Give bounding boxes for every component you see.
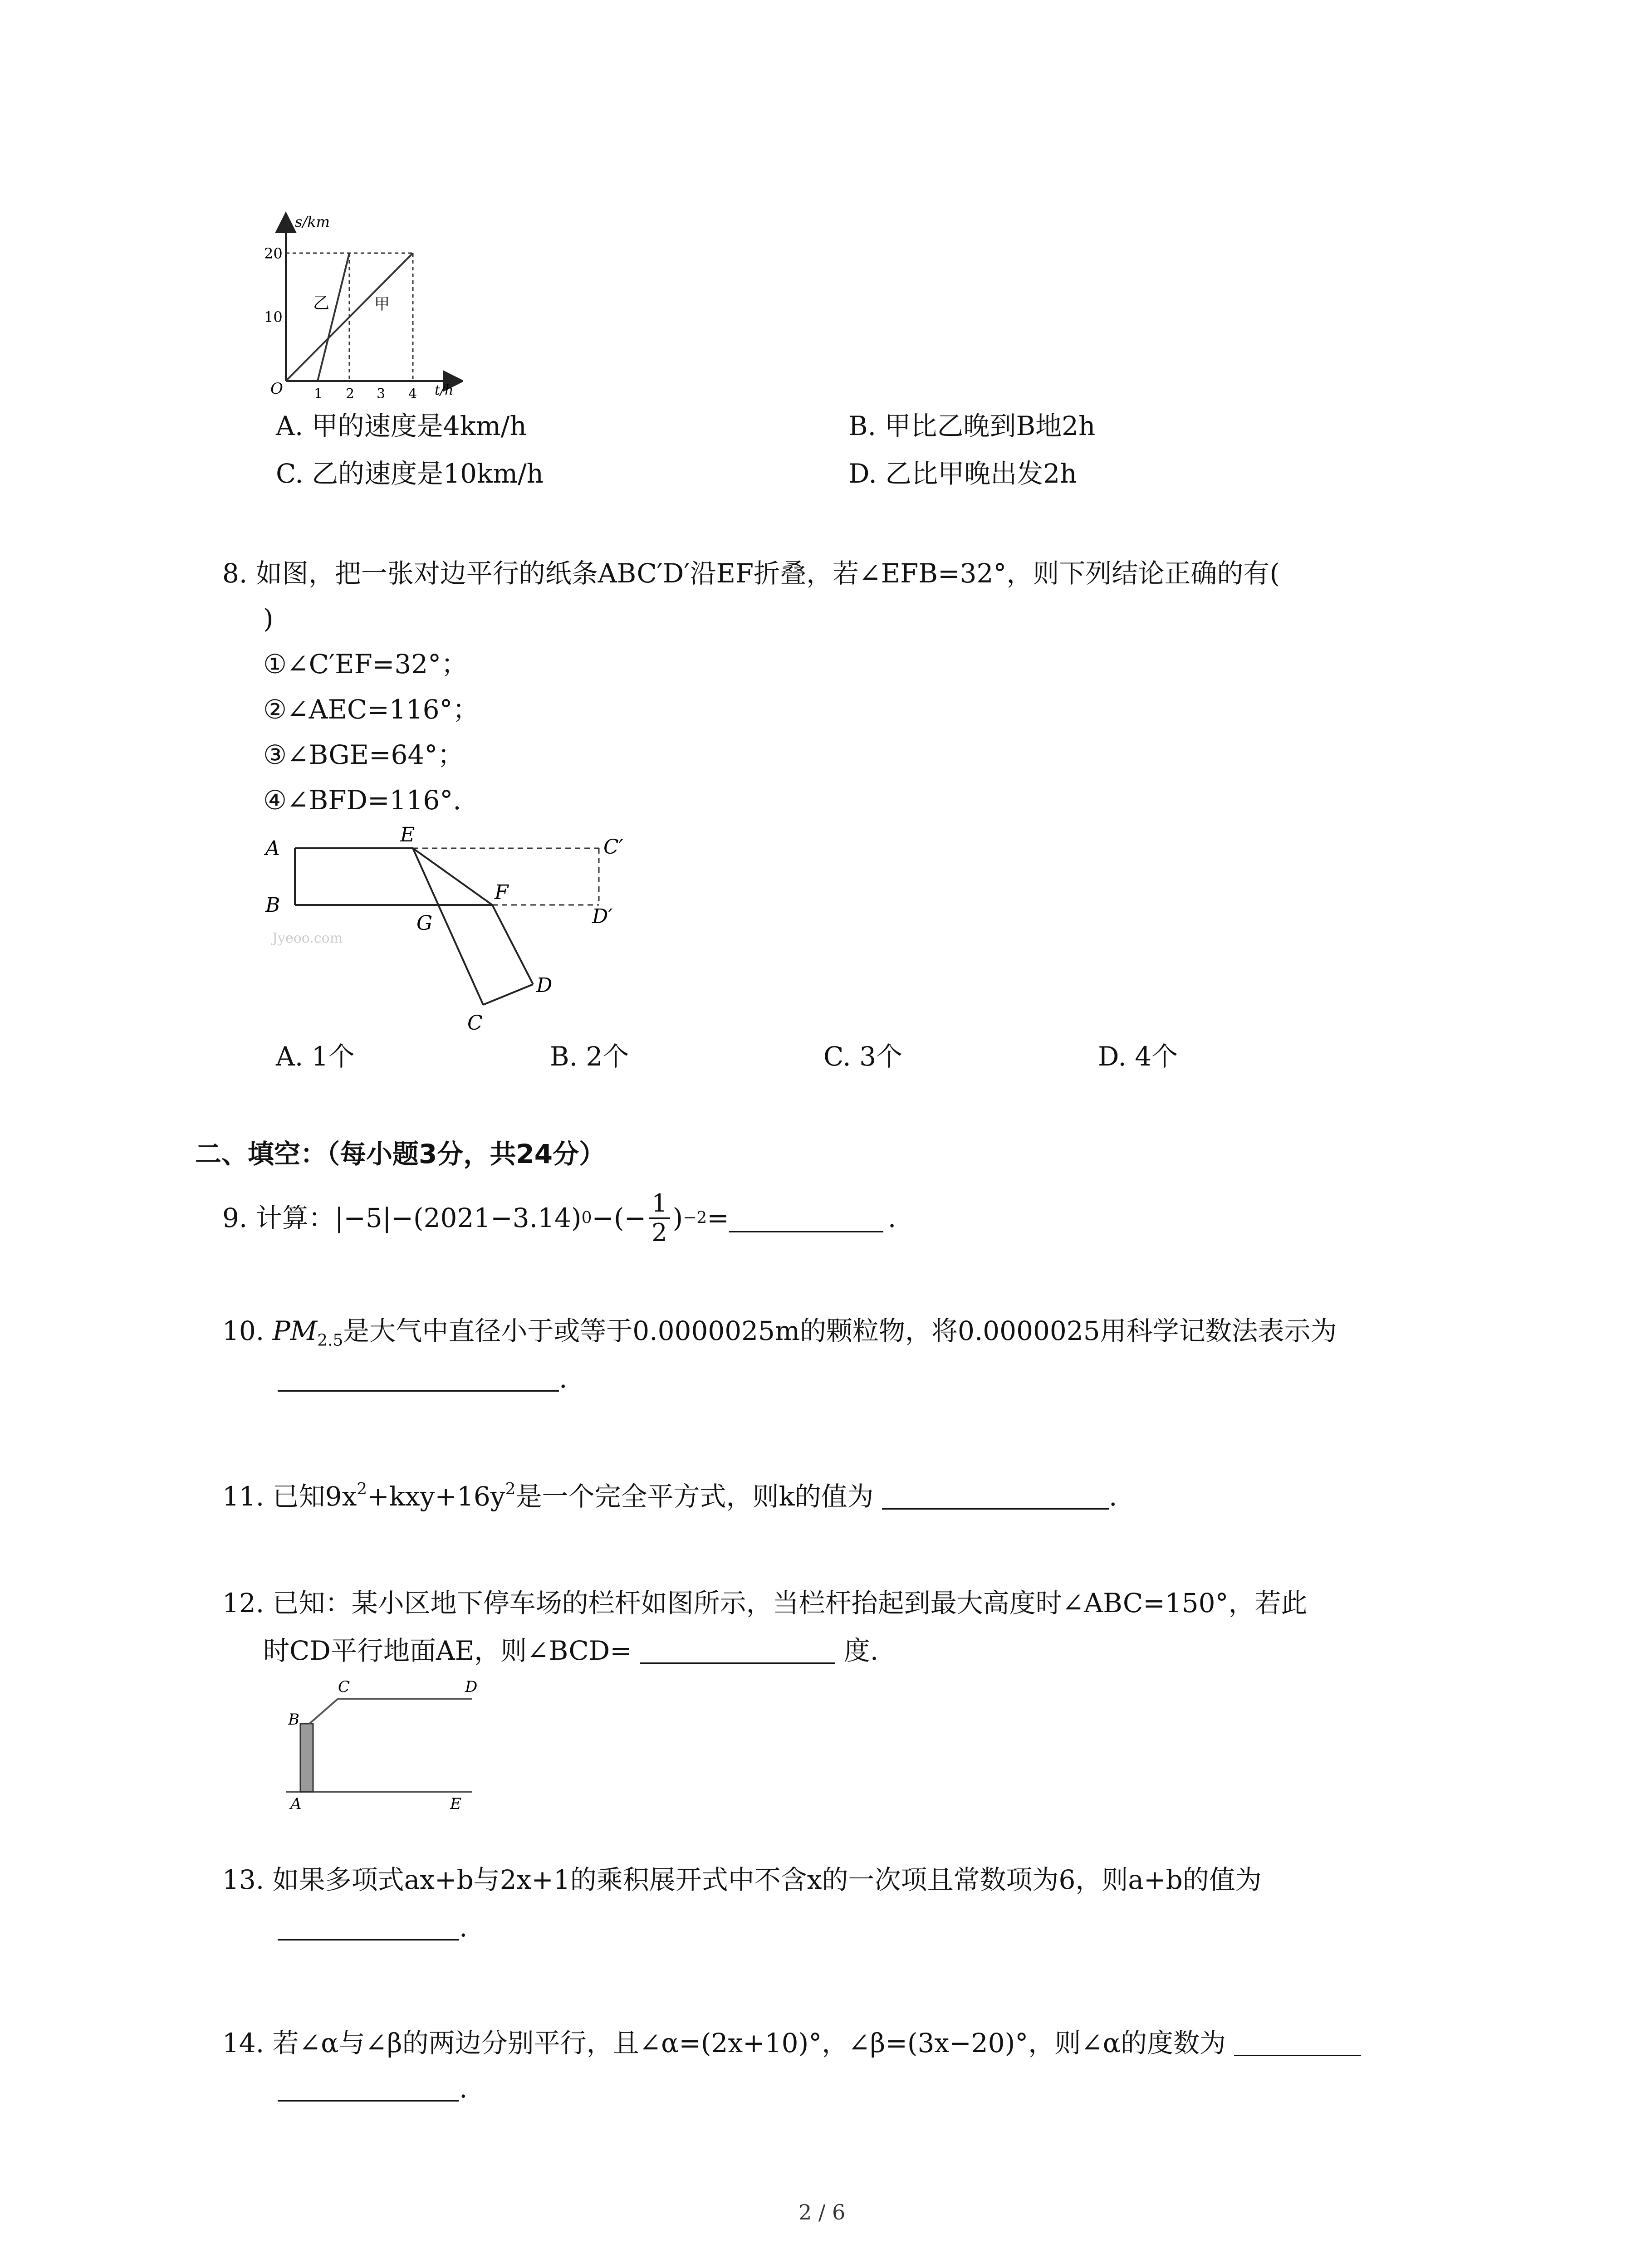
q9-frac-num: 1	[649, 1191, 670, 1219]
q10-question	[222, 1315, 1337, 1350]
label-jia: 甲	[374, 295, 390, 313]
q13-question-line1: 13. 如果多项式ax+b与2x+1的乘积展开式中不含x的一次项且常数项为6，则a+b的值为	[222, 1864, 1262, 1895]
section-heading: 二、填空：（每小题3分，共24分）	[195, 1139, 606, 1169]
point-d-prime-label: D′	[592, 905, 613, 928]
q10-answer-blank[interactable]	[278, 1363, 559, 1392]
q13-answer-blank[interactable]	[278, 1912, 459, 1941]
q12-text: 时CD平行地面AE，则∠BCD=	[263, 1635, 632, 1666]
point-d-label: D	[536, 974, 553, 997]
q11-text-mid: +kxy+16y	[367, 1481, 505, 1512]
q8-question-line1: 8. 如图，把一张对边平行的纸条ABC′D′沿EF折叠，若∠EFB=32°，则下列结论正确的有(	[222, 558, 1280, 589]
q10-pm: PM	[272, 1315, 318, 1346]
q8-statement-2: ②∠AEC=116°；	[263, 694, 479, 725]
q14-answer-line	[278, 2073, 467, 2102]
y-axis-label: s/km	[295, 213, 330, 230]
q8-option-b: B. 2个	[550, 1041, 629, 1072]
q14-period: .	[459, 2073, 468, 2104]
q10-period: .	[559, 1363, 568, 1394]
line-jia	[286, 253, 413, 381]
q11-period: .	[1109, 1481, 1117, 1512]
point-a-label: A	[265, 837, 280, 860]
barrier-b-label: B	[288, 1711, 299, 1729]
q12-answer-blank[interactable]	[640, 1635, 835, 1664]
page-number: 2 / 6	[798, 2200, 846, 2224]
x-tick-3: 3	[377, 386, 386, 402]
q8-question-line2: )	[263, 603, 274, 634]
point-c-prime-label: C′	[603, 836, 623, 859]
q14-question-line1	[222, 2028, 1361, 2056]
q11-sup1: 2	[357, 1479, 367, 1498]
q9-question: 9. 计算：|−5|−(2021−3.14) 0 −(− $\frac{1}{2}$ ) −2 = .	[222, 1188, 896, 1247]
point-e-label: E	[400, 823, 415, 846]
q9-text-mid: −(−	[592, 1202, 647, 1233]
barrier-d-label: D	[465, 1678, 478, 1696]
x-axis-label: t/h	[435, 382, 454, 398]
q12-question-line1: 12. 已知：某小区地下停车场的栏杆如图所示，当栏杆抬起到最大高度时∠ABC=150°，若此	[222, 1588, 1308, 1618]
q13-answer-line	[278, 1912, 467, 1941]
parking-barrier-figure	[281, 1674, 490, 1823]
x-tick-4: 4	[408, 386, 417, 402]
point-b-label: B	[265, 894, 280, 917]
q11-text: 11. 已知9x	[222, 1481, 357, 1512]
barrier-c-label: C	[338, 1678, 350, 1696]
q9-equals: =	[707, 1202, 729, 1233]
q10-answer-line	[278, 1363, 567, 1392]
q11-answer-blank[interactable]	[882, 1481, 1109, 1510]
q9-text: 9. 计算：|−5|−(2021−3.14)	[222, 1202, 582, 1233]
q10-number: 10.	[222, 1315, 265, 1346]
q7-option-c: C. 乙的速度是10km/h	[276, 458, 544, 489]
q9-close-paren: )	[672, 1202, 683, 1233]
point-c-label: C	[467, 1012, 483, 1035]
q8-option-c: C. 3个	[823, 1041, 903, 1072]
point-g-label: G	[416, 912, 433, 935]
q7-option-a: A. 甲的速度是4km/h	[276, 411, 527, 441]
point-f-label: F	[495, 881, 509, 904]
folded-strip-figure	[254, 821, 635, 1039]
q8-option-a: A. 1个	[276, 1041, 355, 1072]
q13-period: .	[459, 1912, 468, 1943]
q7-option-d: D. 乙比甲晚出发2h	[848, 458, 1077, 489]
line-yi	[318, 253, 349, 381]
distance-time-graph	[254, 209, 463, 404]
q7-option-b: B. 甲比乙晚到B地2h	[848, 411, 1096, 441]
q10-subscript: 2.5	[317, 1331, 343, 1350]
q8-statement-3: ③∠BGE=64°；	[263, 739, 464, 770]
watermark: Jyeoo.com	[272, 930, 343, 946]
q8-statement-1: ①∠C′EF=32°；	[263, 649, 468, 679]
q14-text: 14. 若∠α与∠β的两边分别平行，且∠α=(2x+10)°，∠β=(3x−20)°，则∠α的度数为	[222, 2028, 1226, 2058]
q9-fraction	[649, 1188, 670, 1247]
q14-answer-blank-a[interactable]	[1234, 2028, 1361, 2056]
q9-answer-blank[interactable]	[729, 1204, 883, 1232]
q11-question	[222, 1481, 1117, 1510]
y-tick-10: 10	[264, 308, 283, 326]
q11-text-post: 是一个完全平方式，则k的值为	[515, 1481, 874, 1512]
x-tick-2: 2	[346, 386, 355, 402]
q8-option-d: D. 4个	[1098, 1041, 1178, 1072]
x-tick-1: 1	[314, 386, 323, 402]
q12-text-post: 度.	[843, 1635, 879, 1666]
ground-a-label: A	[290, 1795, 302, 1813]
y-tick-20: 20	[264, 245, 283, 262]
ground-e-label: E	[450, 1795, 461, 1813]
label-yi: 乙	[313, 294, 330, 313]
q8-statement-4: ④∠BFD=116°.	[263, 785, 461, 816]
origin-label: O	[270, 380, 283, 398]
q10-text: 是大气中直径小于或等于0.0000025m的颗粒物，将0.0000025用科学记数法表示为	[343, 1315, 1337, 1346]
q14-answer-blank-b[interactable]	[278, 2073, 459, 2102]
q9-period: .	[887, 1202, 896, 1233]
q12-question-line2	[263, 1635, 878, 1664]
q11-sup2: 2	[505, 1479, 516, 1498]
q9-frac-den: 2	[652, 1218, 667, 1247]
